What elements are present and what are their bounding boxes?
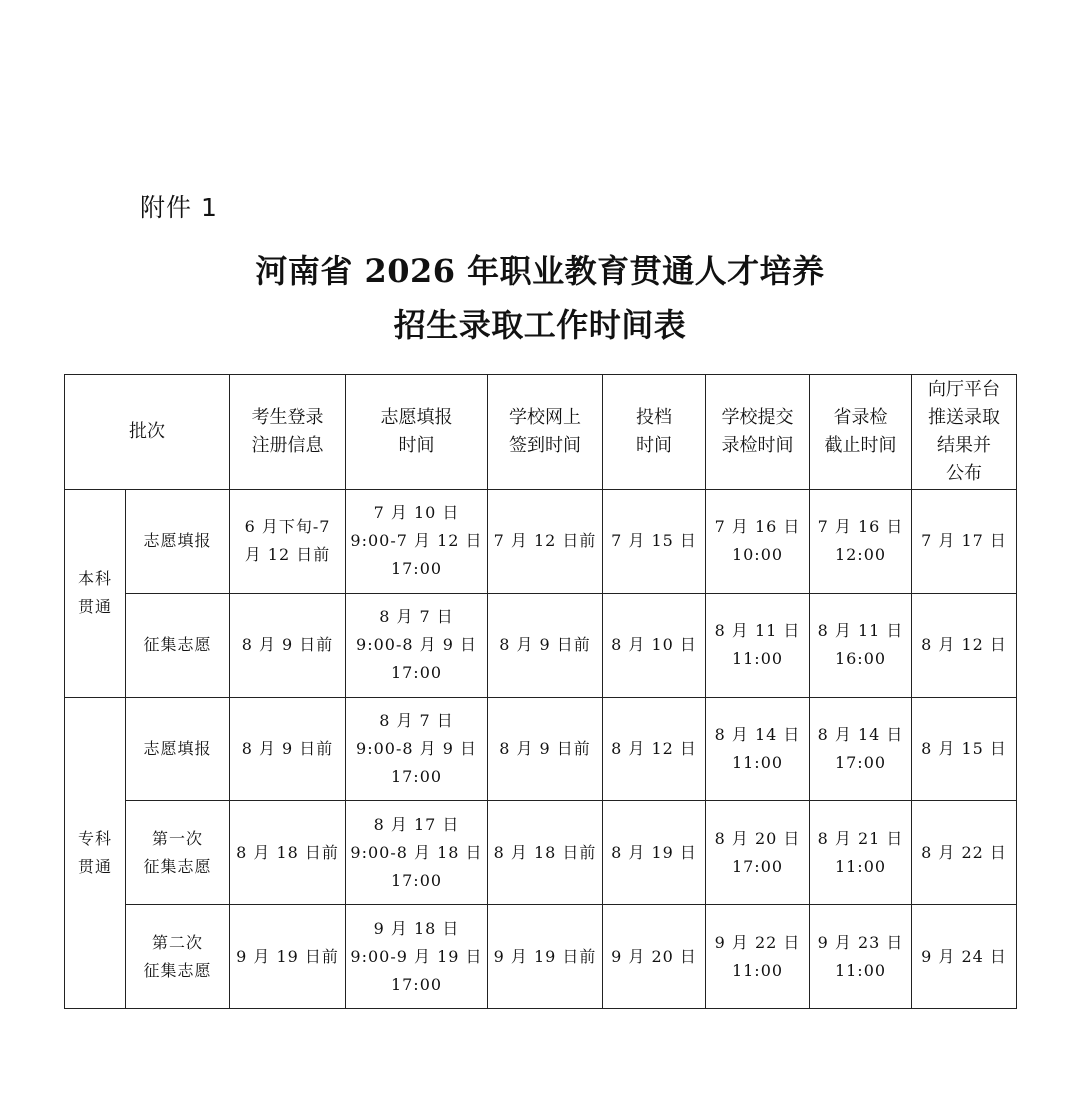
document-title-line-2: 招生录取工作时间表 bbox=[393, 306, 687, 344]
admission-schedule-table bbox=[64, 374, 1017, 1009]
group-vocational: 专科 贯通 bbox=[65, 697, 126, 1008]
table-row bbox=[65, 801, 1017, 905]
cell-school-submit: 8 月 14 日 11:00 bbox=[706, 697, 810, 801]
header-batch: 批次 bbox=[65, 375, 230, 490]
cell-dispatch-time: 8 月 12 日 bbox=[603, 697, 706, 801]
cell-publish-results: 8 月 15 日 bbox=[912, 697, 1017, 801]
table-row bbox=[65, 490, 1017, 594]
cell-dispatch-time: 9 月 20 日 bbox=[603, 905, 706, 1009]
batch-cell: 第一次 征集志愿 bbox=[126, 801, 230, 905]
cell-school-submit: 8 月 11 日 11:00 bbox=[706, 593, 810, 697]
cell-application-time: 7 月 10 日 9:00-7 月 12 日 17:00 bbox=[346, 490, 488, 594]
cell-school-signin: 8 月 9 日前 bbox=[488, 593, 603, 697]
table-row bbox=[65, 697, 1017, 801]
batch-cell: 志愿填报 bbox=[126, 697, 230, 801]
cell-dispatch-time: 8 月 10 日 bbox=[603, 593, 706, 697]
group-undergraduate: 本科 贯通 bbox=[65, 490, 126, 698]
cell-registration: 8 月 18 日前 bbox=[230, 801, 346, 905]
cell-application-time: 8 月 7 日 9:00-8 月 9 日 17:00 bbox=[346, 593, 488, 697]
cell-publish-results: 8 月 22 日 bbox=[912, 801, 1017, 905]
batch-cell: 征集志愿 bbox=[126, 593, 230, 697]
cell-province-deadline: 8 月 14 日 17:00 bbox=[810, 697, 912, 801]
cell-application-time: 9 月 18 日 9:00-9 月 19 日 17:00 bbox=[346, 905, 488, 1009]
cell-school-submit: 9 月 22 日 11:00 bbox=[706, 905, 810, 1009]
header-registration: 考生登录 注册信息 bbox=[230, 375, 346, 490]
cell-province-deadline: 8 月 21 日 11:00 bbox=[810, 801, 912, 905]
batch-cell: 志愿填报 bbox=[126, 490, 230, 594]
header-dispatch-time: 投档 时间 bbox=[603, 375, 706, 490]
header-school-signin: 学校网上 签到时间 bbox=[488, 375, 603, 490]
cell-province-deadline: 9 月 23 日 11:00 bbox=[810, 905, 912, 1009]
cell-registration: 8 月 9 日前 bbox=[230, 697, 346, 801]
cell-province-deadline: 7 月 16 日 12:00 bbox=[810, 490, 912, 594]
header-publish-results: 向厅平台 推送录取 结果并 公布 bbox=[912, 375, 1017, 490]
attachment-label: 附件 1 bbox=[140, 193, 218, 222]
cell-school-signin: 8 月 9 日前 bbox=[488, 697, 603, 801]
document-title-line-1: 河南省 2026 年职业教育贯通人才培养 bbox=[255, 252, 825, 290]
cell-publish-results: 8 月 12 日 bbox=[912, 593, 1017, 697]
header-school-submit: 学校提交 录检时间 bbox=[706, 375, 810, 490]
cell-registration: 8 月 9 日前 bbox=[230, 593, 346, 697]
cell-school-signin: 7 月 12 日前 bbox=[488, 490, 603, 594]
cell-registration: 6 月下旬-7 月 12 日前 bbox=[230, 490, 346, 594]
header-province-deadline: 省录检 截止时间 bbox=[810, 375, 912, 490]
cell-dispatch-time: 8 月 19 日 bbox=[603, 801, 706, 905]
cell-school-signin: 8 月 18 日前 bbox=[488, 801, 603, 905]
table-header-row bbox=[65, 375, 1017, 490]
cell-province-deadline: 8 月 11 日 16:00 bbox=[810, 593, 912, 697]
cell-school-submit: 8 月 20 日 17:00 bbox=[706, 801, 810, 905]
batch-cell: 第二次 征集志愿 bbox=[126, 905, 230, 1009]
cell-registration: 9 月 19 日前 bbox=[230, 905, 346, 1009]
cell-school-signin: 9 月 19 日前 bbox=[488, 905, 603, 1009]
table-row bbox=[65, 593, 1017, 697]
cell-publish-results: 9 月 24 日 bbox=[912, 905, 1017, 1009]
cell-application-time: 8 月 7 日 9:00-8 月 9 日 17:00 bbox=[346, 697, 488, 801]
cell-application-time: 8 月 17 日 9:00-8 月 18 日 17:00 bbox=[346, 801, 488, 905]
cell-school-submit: 7 月 16 日 10:00 bbox=[706, 490, 810, 594]
cell-publish-results: 7 月 17 日 bbox=[912, 490, 1017, 594]
header-application-time: 志愿填报 时间 bbox=[346, 375, 488, 490]
cell-dispatch-time: 7 月 15 日 bbox=[603, 490, 706, 594]
table-row bbox=[65, 905, 1017, 1009]
